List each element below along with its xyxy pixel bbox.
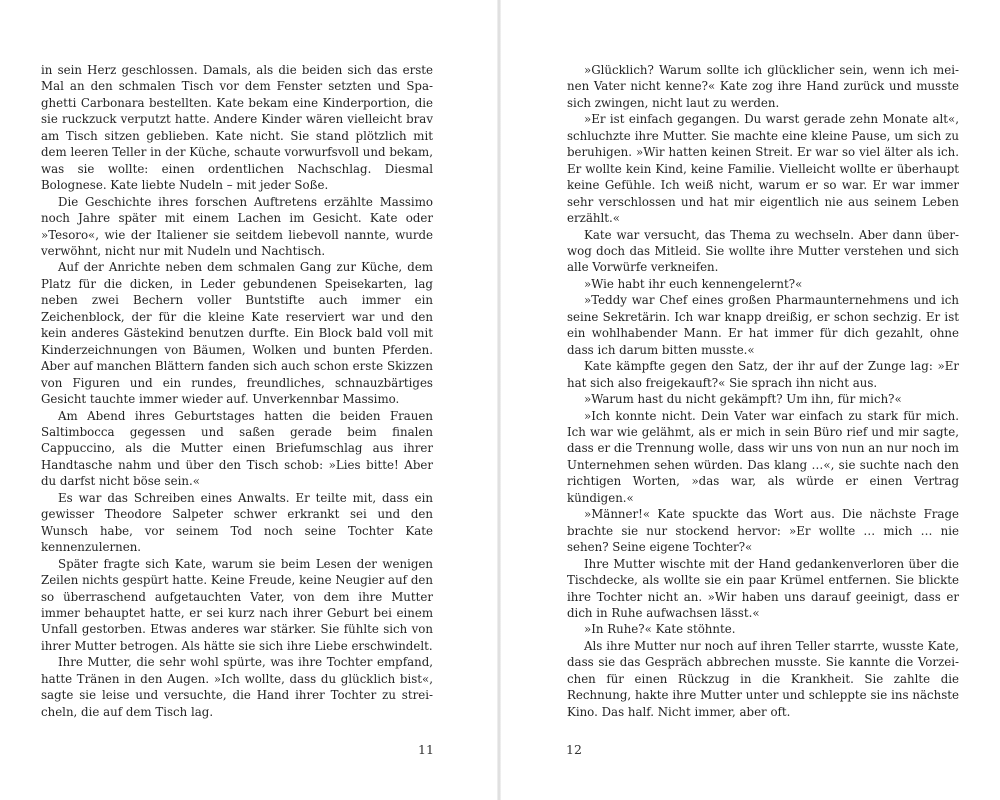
right-paragraph-12: Als ihre Mutter nur noch auf ihren Teller starrte, wusste Kate, dass sie das Gespräch abbrechen musste. Sie kannte die Vorzeichen für einen Rückzug in die Krankheit. Sie zahlte die Rechnung, hakte ihre Mutter unter und schleppte sie ins nächste Kino. Das half. Nicht immer, aber oft. <box>567 638 959 719</box>
left-page-number: 11 <box>418 742 434 757</box>
left-paragraph-4: Am Abend ihres Geburtstages hatten die beiden Frauen Saltimbocca gegessen und saßen gerade beim finalen Cappuccino, als die Mutter einen Briefumschlag aus ihrer Handtasche nahm und über den Tisch schob: »Lies bitte! Aber du darfst nicht böse sein.« <box>41 408 433 489</box>
left-page-text <box>41 62 433 720</box>
book-gutter <box>497 0 501 800</box>
right-paragraph-2: »Er ist einfach gegangen. Du warst gerade zehn Monate alt«, schluchzte ihre Mutter. Sie machte eine kleine Pause, um sich zu beruhigen. »Wir hatten keinen Streit. Er war so viel älter als ich. Er wollte kein Kind, keine Familie. Vielleicht wollte er überhaupt keine Gefühle. Ich weiß nicht, warum er so war. Er war immer sehr verschlossen und hat mir eigentlich nie aus seinem Leben erzählt.« <box>567 112 959 226</box>
left-paragraph-5: Es war das Schreiben eines Anwalts. Er teilte mit, dass ein gewisser Theodore Salpeter schwer erkrankt sei und den Wunsch habe, vor seinem Tod noch seine Tochter Kate kennenzulernen. <box>41 490 433 555</box>
right-page-number: 12 <box>566 742 582 757</box>
right-paragraph-5: »Teddy war Chef eines großen Pharmaunternehmens und ich seine Sekretärin. Ich war knapp dreißig, er schon sechzig. Er ist ein wohlhabender Mann. Er hat immer für dich gezahlt, ohne dass ich darum bitten musste.« <box>567 293 959 357</box>
right-paragraph-3: Kate war versucht, das Thema zu wechseln. Aber dann überwog doch das Mitleid. Sie wollte ihre Mutter verstehen und sich alle Vorwürfe verkneifen. <box>567 227 959 275</box>
right-paragraph-1: »Glücklich? Warum sollte ich glücklicher sein, wenn ich meinen Vater nicht kenne?« Kate zog ihre Hand zurück und musste sich zwingen, nicht laut zu werden. <box>567 63 959 110</box>
left-paragraph-7: Ihre Mutter, die sehr wohl spürte, was ihre Tochter empfand, hatte Tränen in den Augen. »Ich wollte, dass du glücklich bist«, sagte sie leise und versuchte, die Hand ihrer Tochter zu streicheln, die auf dem Tisch lag. <box>41 655 433 719</box>
right-paragraph-6: Kate kämpfte gegen den Satz, der ihr auf der Zunge lag: »Er hat sich also freigekauft?« Sie sprach ihn nicht aus. <box>567 359 959 390</box>
right-paragraph-7: »Warum hast du nicht gekämpft? Um ihn, für mich?« <box>584 392 902 407</box>
right-paragraph-11: »In Ruhe?« Kate stöhnte. <box>584 622 736 637</box>
left-paragraph-1: in sein Herz geschlossen. Damals, als die beiden sich das erste Mal an den schmalen Tisch vor dem Fenster setzten und Spaghetti Carbonara bestellten. Kate bekam eine Kinderportion, die sie ruckzuck verputzt hatte. Andere Kinder wären vielleicht brav am Tisch sitzen geblieben. Kate nicht. Sie stand plötzlich mit dem leeren Teller in der Küche, schaute vorwurfsvoll und bekam, was sie wollte: einen ordentlichen Nachschlag. Diesmal Bolognese. Kate liebte Nudeln – mit jeder Soße. <box>41 63 433 193</box>
right-paragraph-10: Ihre Mutter wischte mit der Hand gedankenverloren über die Tischdecke, als wollte sie ein paar Krümel entfernen. Sie blickte ihre Tochter nicht an. »Wir haben uns darauf geeinigt, dass er dich in Ruhe aufwachsen lässt.« <box>567 556 959 620</box>
right-paragraph-8: »Ich konnte nicht. Dein Vater war einfach zu stark für mich. Ich war wie gelähmt, als er mich in sein Büro rief und mir sagte, dass er die Trennung wolle, dass wir uns von nun an nur noch im Unternehmen sehen würden. Das klang …«, sie suchte nach den richtigen Worten, »das war, als würde er einen Vertrag kündigen.« <box>567 408 959 505</box>
right-paragraph-4: »Wie habt ihr euch kennengelernt?« <box>584 276 803 291</box>
right-page-text <box>567 62 959 720</box>
left-paragraph-3: Auf der Anrichte neben dem schmalen Gang zur Küche, dem Platz für die dicken, in Leder gebundenen Speisekarten, lag neben zwei Bechern voller Buntstifte auch immer ein Zeichenblock, der für die kleine Kate reserviert war und den kein anderes Gästekind benutzen durfte. Ein Block bald voll mit Kinderzeichnungen von Bäumen, Wolken und bunten Pferden. Aber auf manchen Blättern fanden sich auch schon erste Skizzen von Figuren und ein rundes, freundliches, schnauzbärtiges Gesicht tauchte immer wieder auf. Unverkennbar Massimo. <box>41 260 433 407</box>
left-paragraph-6: Später fragte sich Kate, warum sie beim Lesen der wenigen Zeilen nichts gespürt hatte. Keine Freude, keine Neugier auf den so überraschend aufgetauchten Vater, von dem ihre Mutter immer behauptet hatte, er sei kurz nach ihrer Geburt bei einem Unfall gestorben. Etwas anderes war stärker. Sie fühlte sich von ihrer Mutter betrogen. Als hätte sie sich ihre Liebe erschwindelt. <box>41 556 433 653</box>
left-paragraph-2: Die Geschichte ihres forschen Auftretens erzählte Massimo noch Jahre später mit einem Lachen im Gesicht. Kate oder »Tesoro«, wie der Italiener sie seitdem liebevoll nannte, wurde verwöhnt, nicht nur mit Nudeln und Nachtisch. <box>41 194 433 258</box>
right-paragraph-9: »Männer!« Kate spuckte das Wort aus. Die nächste Frage brachte sie nur stockend hervor: »Er wollte … mich … nie sehen? Seine eigene Tochter?« <box>567 507 959 555</box>
